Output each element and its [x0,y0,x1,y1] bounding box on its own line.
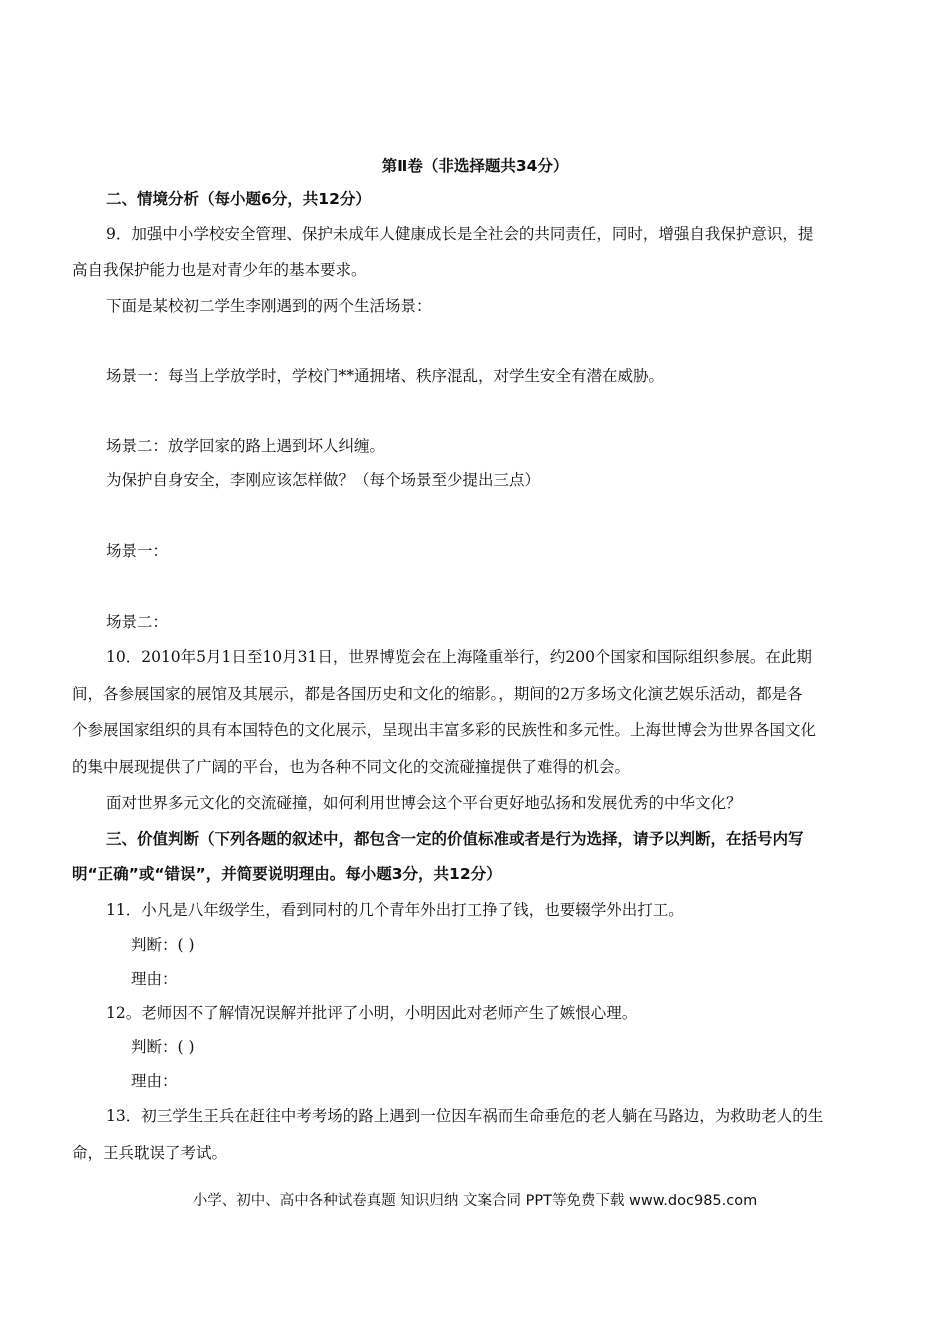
q10-line-4: 的集中展现提供了广阔的平台，也为各种不同文化的交流碰撞提供了难得的机会。 [72,758,631,776]
q10-question: 面对世界多元文化的交流碰撞，如何利用世博会这个平台更好地弘扬和发展优秀的中华文化？ [106,794,742,812]
q13-line-1: 13．初三学生王兵在赶往中考考场的路上遇到一位因车祸而生命垂危的老人躺在马路边，为救助老人的生 [106,1107,824,1125]
q9-scene-2: 场景二：放学回家的路上遇到坏人纠缠。 [106,437,386,455]
q12-judge: 判断：( ) [131,1038,195,1056]
q9-intro: 下面是某校初二学生李刚遇到的两个生活场景： [106,297,432,315]
section-3-heading-line-1: 三、价值判断（下列各题的叙述中，都包含一定的价值标准或者是行为选择，请予以判断，在括号内写 [106,830,804,848]
q10-line-2: 间，各参展国家的展馆及其展示，都是各国历史和文化的缩影。，期间的2万多场文化演艺娱乐活动，都是各 [72,685,803,703]
q10-line-1: 10．2010年5月1日至10月31日，世界博览会在上海隆重举行，约200个国家和国际组织参展。在此期 [106,648,812,666]
q9-answer-scene-2: 场景二： [106,613,169,631]
q12-text: 12。老师因不了解情况误解并批评了小明，小明因此对老师产生了嫉恨心理。 [106,1004,638,1022]
q9-question: 为保护自身安全，李刚应该怎样做？（每个场景至少提出三点） [106,471,541,489]
page-title: 第Ⅱ卷（非选择题共34分） [381,157,569,175]
q11-text: 11．小凡是八年级学生，看到同村的几个青年外出打工挣了钱，也要辍学外出打工。 [106,901,684,919]
section-2-heading: 二、情境分析（每小题6分，共12分） [106,190,371,208]
q9-scene-1: 场景一：每当上学放学时，学校门**通拥堵、秩序混乱，对学生安全有潜在威胁。 [106,367,665,385]
q13-line-2: 命，王兵耽误了考试。 [72,1144,228,1162]
q9-line-2: 高自我保护能力也是对青少年的基本要求。 [72,261,367,279]
page-footer: 小学、初中、高中各种试卷真题 知识归纳 文案合同 PPT等免费下载 www.doc985.com [192,1193,758,1209]
q9-line-1: 9．加强中小学校安全管理、保护未成年人健康成长是全社会的共同责任，同时，增强自我保护意识，提 [106,225,814,243]
q9-answer-scene-1: 场景一： [106,542,169,560]
q10-line-3: 个参展国家组织的具有本国特色的文化展示，呈现出丰富多彩的民族性和多元性。上海世博会为世界各国文化 [72,721,817,739]
q11-judge: 判断：( ) [131,936,195,954]
section-3-heading-line-2: 明“正确”或“错误”，并简要说明理由。每小题3分，共12分） [72,865,502,883]
q12-reason: 理由： [131,1072,178,1090]
q11-reason: 理由： [131,970,178,988]
